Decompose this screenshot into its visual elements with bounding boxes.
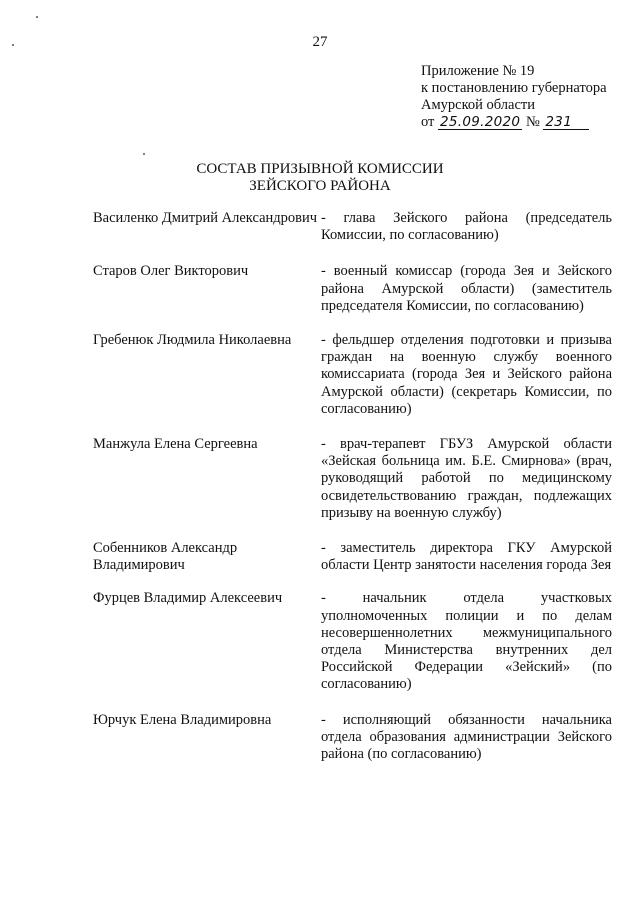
member-name: Василенко Дмитрий Александрович [93, 210, 318, 226]
handwritten-date: 25.09.2020 [440, 114, 521, 130]
member-role: - глава Зейского района (председатель Комиссии, по согласованию) [321, 210, 612, 244]
member-role: - врач-терапевт ГБУЗ Амурской области «Зейская больница им. Б.Е. Смирнова» (врач, руководящий работой по медицинскому освидетельствованию граждан, подлежащих призыву на военную службу) [321, 436, 612, 521]
member-row [93, 540, 613, 574]
member-role: - военный комиссар (города Зея и Зейского района Амурской области) (заместитель председателя Комиссии, по согласованию) [321, 263, 612, 314]
scan-speck [143, 153, 145, 155]
from-label: от [421, 114, 435, 130]
appendix-line-2: к постановлению губернатора [421, 80, 607, 96]
title-line-1: СОСТАВ ПРИЗЫВНОЙ КОМИССИИ [196, 161, 444, 177]
member-row [93, 436, 613, 522]
member-row [93, 590, 613, 693]
document-title [0, 161, 640, 195]
member-name: Манжула Елена Сергеевна [93, 436, 258, 453]
appendix-order-line [421, 114, 631, 131]
member-name: Гребенюк Людмила Николаевна [93, 332, 292, 349]
member-row [93, 712, 613, 764]
members-list [93, 210, 613, 763]
member-name: Фурцев Владимир Алексеевич [93, 590, 283, 607]
member-row [93, 263, 613, 315]
member-role: - заместитель директора ГКУ Амурской области Центр занятости населения города Зея [321, 540, 612, 574]
member-role: - исполняющий обязанности начальника отдела образования администрации Зейского района (по согласованию) [321, 711, 612, 763]
appendix-block [421, 63, 631, 131]
member-role: - фельдшер отделения подготовки и призыва граждан на военную службу военного комиссариата (города Зея и Зейского района Амурской области) (секретарь Комиссии, по согласованию) [321, 332, 612, 417]
member-name: Юрчук Елена Владимировна [93, 711, 272, 728]
member-role: - начальник отдела участковых уполномоченных полиции и по делам несовершеннолетних межмуниципального отдела Министерства внутренних дел Российской Федерации «Зейский» (по согласованию) [321, 590, 612, 693]
appendix-line-1: Приложение № 19 [421, 63, 535, 79]
appendix-line-3: Амурской области [421, 97, 535, 113]
handwritten-number: 231 [543, 115, 589, 130]
member-row [93, 210, 613, 244]
page-number: 27 [312, 34, 328, 50]
scan-speck [36, 16, 38, 18]
member-name: Старов Олег Викторович [93, 263, 249, 280]
member-name: Собенников Александр Владимирович [93, 540, 238, 574]
member-row [93, 332, 613, 418]
number-label: № [525, 114, 540, 130]
title-line-2: ЗЕЙСКОГО РАЙОНА [249, 178, 391, 194]
